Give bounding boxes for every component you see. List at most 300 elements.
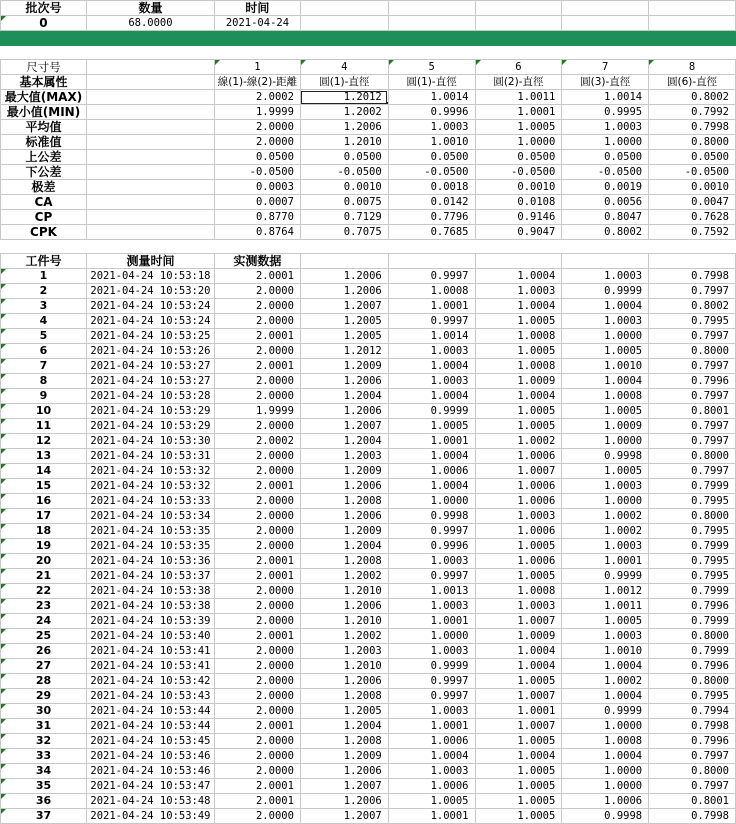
measure-value[interactable]: 0.8000 <box>649 509 736 524</box>
measure-value[interactable]: 2.0000 <box>214 419 300 434</box>
stat-value[interactable]: 1.2012 <box>300 90 388 105</box>
measure-value[interactable]: 0.9997 <box>388 674 475 689</box>
stat-label[interactable]: 极差 <box>1 180 87 195</box>
measure-time[interactable]: 2021-04-24 10:53:41 <box>86 644 214 659</box>
measure-value[interactable]: 1.2002 <box>300 569 388 584</box>
measure-time[interactable]: 2021-04-24 10:53:35 <box>86 524 214 539</box>
stat-value[interactable]: 1.2010 <box>300 135 388 150</box>
part-no[interactable]: 24 <box>1 614 87 629</box>
empty-cell[interactable] <box>86 75 214 90</box>
measure-value[interactable]: 1.2004 <box>300 539 388 554</box>
measure-value[interactable]: 1.0005 <box>562 344 649 359</box>
measure-value[interactable]: 0.9998 <box>562 449 649 464</box>
measure-value[interactable]: 2.0001 <box>214 479 300 494</box>
empty-cell[interactable] <box>649 1 736 16</box>
empty-cell[interactable] <box>300 16 388 31</box>
measure-value[interactable]: 2.0000 <box>214 494 300 509</box>
measure-value[interactable]: 1.0004 <box>562 299 649 314</box>
measure-value[interactable]: 1.0004 <box>388 749 475 764</box>
stat-value[interactable]: 1.0005 <box>475 120 562 135</box>
stat-value[interactable]: 1.0010 <box>388 135 475 150</box>
measure-value[interactable]: 2.0000 <box>214 314 300 329</box>
measure-value[interactable]: 0.7998 <box>649 809 736 824</box>
measure-value[interactable]: 0.9999 <box>562 284 649 299</box>
measure-value[interactable]: 1.0005 <box>562 464 649 479</box>
measure-time[interactable]: 2021-04-24 10:53:24 <box>86 299 214 314</box>
part-no[interactable]: 19 <box>1 539 87 554</box>
measure-value[interactable]: 0.7996 <box>649 374 736 389</box>
stat-value[interactable]: 0.0075 <box>300 195 388 210</box>
stat-label[interactable]: 上公差 <box>1 150 87 165</box>
measure-value[interactable]: 1.0005 <box>475 314 562 329</box>
measure-value[interactable]: 1.0008 <box>475 584 562 599</box>
time-header[interactable]: 时间 <box>214 1 300 16</box>
measure-value[interactable]: 1.0007 <box>475 614 562 629</box>
part-no[interactable]: 7 <box>1 359 87 374</box>
empty-cell[interactable] <box>86 135 214 150</box>
measure-value[interactable]: 1.0008 <box>562 734 649 749</box>
measure-value[interactable]: 1.2007 <box>300 809 388 824</box>
measure-value[interactable]: 1.0006 <box>475 524 562 539</box>
part-no[interactable]: 15 <box>1 479 87 494</box>
measure-value[interactable]: 2.0000 <box>214 764 300 779</box>
measure-value[interactable]: 1.0005 <box>388 419 475 434</box>
measure-value[interactable]: 1.2006 <box>300 269 388 284</box>
part-no[interactable]: 6 <box>1 344 87 359</box>
stat-value[interactable]: 0.7592 <box>649 225 736 240</box>
stat-value[interactable]: 0.7992 <box>649 105 736 120</box>
measure-value[interactable]: 2.0001 <box>214 359 300 374</box>
stat-value[interactable]: 0.0500 <box>562 150 649 165</box>
measure-value[interactable]: 1.2007 <box>300 299 388 314</box>
measure-value[interactable]: 1.0003 <box>475 509 562 524</box>
measure-value[interactable]: 1.0005 <box>562 614 649 629</box>
measure-value[interactable]: 1.0005 <box>562 404 649 419</box>
part-no[interactable]: 32 <box>1 734 87 749</box>
measure-value[interactable]: 1.2007 <box>300 419 388 434</box>
dimension-number[interactable]: 7 <box>562 60 649 75</box>
measure-value[interactable]: 1.0005 <box>475 569 562 584</box>
measure-value[interactable]: 0.8000 <box>649 449 736 464</box>
stat-label[interactable]: 平均值 <box>1 120 87 135</box>
size-label[interactable]: 尺寸号 <box>1 60 87 75</box>
stat-value[interactable]: 0.8002 <box>649 90 736 105</box>
measure-value[interactable]: 2.0001 <box>214 794 300 809</box>
measure-value[interactable]: 0.7997 <box>649 464 736 479</box>
dimension-number[interactable]: 8 <box>649 60 736 75</box>
measure-value[interactable]: 2.0000 <box>214 389 300 404</box>
measure-time-header[interactable]: 测量时间 <box>86 254 214 269</box>
part-no[interactable]: 30 <box>1 704 87 719</box>
measure-value[interactable]: 1.0007 <box>475 464 562 479</box>
measure-value[interactable]: 1.0004 <box>388 389 475 404</box>
dimension-number[interactable]: 4 <box>300 60 388 75</box>
measure-value[interactable]: 1.0001 <box>475 704 562 719</box>
measure-value[interactable]: 1.0003 <box>388 599 475 614</box>
measure-value[interactable]: 0.9998 <box>388 509 475 524</box>
measure-value[interactable]: 1.0005 <box>388 794 475 809</box>
measure-value[interactable]: 1.0003 <box>388 704 475 719</box>
measure-value[interactable]: 1.0002 <box>562 524 649 539</box>
measure-value[interactable]: 0.7997 <box>649 419 736 434</box>
measure-value[interactable]: 1.2004 <box>300 434 388 449</box>
measure-value[interactable]: 1.2006 <box>300 404 388 419</box>
stat-value[interactable]: 1.0014 <box>388 90 475 105</box>
measure-value[interactable]: 0.7995 <box>649 494 736 509</box>
measure-value[interactable]: 1.2005 <box>300 704 388 719</box>
measure-value[interactable]: 0.7998 <box>649 269 736 284</box>
measure-value[interactable]: 1.0009 <box>562 419 649 434</box>
measure-value[interactable]: 1.2006 <box>300 794 388 809</box>
stat-value[interactable]: 0.8764 <box>214 225 300 240</box>
measure-value[interactable]: 1.0005 <box>475 779 562 794</box>
measure-value[interactable]: 2.0000 <box>214 734 300 749</box>
measure-time[interactable]: 2021-04-24 10:53:20 <box>86 284 214 299</box>
measure-value[interactable]: 2.0002 <box>214 434 300 449</box>
measure-value[interactable]: 0.7997 <box>649 389 736 404</box>
measure-value[interactable]: 2.0000 <box>214 704 300 719</box>
measure-value[interactable]: 1.0005 <box>475 764 562 779</box>
part-no[interactable]: 28 <box>1 674 87 689</box>
measure-time[interactable]: 2021-04-24 10:53:25 <box>86 329 214 344</box>
measure-value[interactable]: 1.0004 <box>475 389 562 404</box>
stat-value[interactable]: 0.7075 <box>300 225 388 240</box>
measure-value[interactable]: 1.0004 <box>388 479 475 494</box>
stat-label[interactable]: 最小值(MIN) <box>1 105 87 120</box>
measure-value[interactable]: 1.2009 <box>300 464 388 479</box>
measure-value[interactable]: 0.7994 <box>649 704 736 719</box>
dimension-number[interactable]: 5 <box>388 60 475 75</box>
measure-value[interactable]: 0.7996 <box>649 734 736 749</box>
stat-value[interactable]: 2.0000 <box>214 135 300 150</box>
stat-value[interactable]: 1.9999 <box>214 105 300 120</box>
stat-label[interactable]: CA <box>1 195 87 210</box>
measure-value[interactable]: 0.7999 <box>649 644 736 659</box>
measure-value[interactable]: 1.2006 <box>300 764 388 779</box>
measure-time[interactable]: 2021-04-24 10:53:43 <box>86 689 214 704</box>
stat-value[interactable]: 0.0010 <box>300 180 388 195</box>
measure-time[interactable]: 2021-04-24 10:53:46 <box>86 749 214 764</box>
part-no[interactable]: 16 <box>1 494 87 509</box>
stat-value[interactable]: 2.0002 <box>214 90 300 105</box>
dimension-name[interactable]: 圓(6)-直徑 <box>649 75 736 90</box>
stat-label[interactable]: 最大值(MAX) <box>1 90 87 105</box>
measure-value[interactable]: 1.0005 <box>475 419 562 434</box>
measure-value[interactable]: 1.0006 <box>562 794 649 809</box>
measure-value[interactable]: 1.2006 <box>300 284 388 299</box>
measured-data-header[interactable]: 实测数据 <box>214 254 300 269</box>
part-no[interactable]: 35 <box>1 779 87 794</box>
stat-value[interactable]: 1.2002 <box>300 105 388 120</box>
empty-cell[interactable] <box>388 16 475 31</box>
measure-time[interactable]: 2021-04-24 10:53:29 <box>86 404 214 419</box>
measure-value[interactable]: 2.0000 <box>214 599 300 614</box>
stat-value[interactable]: 0.0108 <box>475 195 562 210</box>
stat-value[interactable]: 0.7129 <box>300 210 388 225</box>
measure-value[interactable]: 1.2005 <box>300 329 388 344</box>
measure-value[interactable]: 1.0008 <box>475 359 562 374</box>
empty-cell[interactable] <box>86 90 214 105</box>
measure-time[interactable]: 2021-04-24 10:53:34 <box>86 509 214 524</box>
stat-value[interactable]: 0.0500 <box>214 150 300 165</box>
empty-cell[interactable] <box>562 1 649 16</box>
measure-value[interactable]: 1.0000 <box>562 434 649 449</box>
measure-value[interactable]: 1.2003 <box>300 644 388 659</box>
empty-cell[interactable] <box>86 120 214 135</box>
measure-value[interactable]: 0.7995 <box>649 689 736 704</box>
stat-value[interactable]: 0.7998 <box>649 120 736 135</box>
measure-value[interactable]: 0.7997 <box>649 779 736 794</box>
part-no[interactable]: 3 <box>1 299 87 314</box>
measure-value[interactable]: 1.0000 <box>562 779 649 794</box>
measure-value[interactable]: 0.9997 <box>388 524 475 539</box>
measure-value[interactable]: 0.7997 <box>649 284 736 299</box>
dimension-name[interactable]: 圓(3)-直徑 <box>562 75 649 90</box>
measure-value[interactable]: 1.0004 <box>388 449 475 464</box>
empty-cell[interactable] <box>562 254 649 269</box>
part-no[interactable]: 10 <box>1 404 87 419</box>
stat-value[interactable]: 0.9146 <box>475 210 562 225</box>
measure-value[interactable]: 0.7996 <box>649 599 736 614</box>
measure-time[interactable]: 2021-04-24 10:53:45 <box>86 734 214 749</box>
measure-value[interactable]: 0.7995 <box>649 524 736 539</box>
measure-value[interactable]: 1.0004 <box>562 659 649 674</box>
stat-value[interactable]: -0.0500 <box>300 165 388 180</box>
measure-value[interactable]: 1.2009 <box>300 749 388 764</box>
measure-value[interactable]: 1.0002 <box>475 434 562 449</box>
measure-value[interactable]: 2.0000 <box>214 614 300 629</box>
measure-value[interactable]: 0.7999 <box>649 614 736 629</box>
measure-value[interactable]: 1.2008 <box>300 689 388 704</box>
stat-value[interactable]: 0.0010 <box>649 180 736 195</box>
empty-cell[interactable] <box>86 210 214 225</box>
part-no[interactable]: 31 <box>1 719 87 734</box>
measure-time[interactable]: 2021-04-24 10:53:32 <box>86 479 214 494</box>
part-no[interactable]: 4 <box>1 314 87 329</box>
empty-cell[interactable] <box>388 1 475 16</box>
measure-value[interactable]: 1.2006 <box>300 479 388 494</box>
stat-value[interactable]: -0.0500 <box>649 165 736 180</box>
measure-value[interactable]: 2.0001 <box>214 554 300 569</box>
measure-value[interactable]: 1.0004 <box>475 269 562 284</box>
measure-value[interactable]: 1.9999 <box>214 404 300 419</box>
measure-value[interactable]: 1.0006 <box>475 479 562 494</box>
measure-value[interactable]: 1.0003 <box>475 599 562 614</box>
stat-value[interactable]: 0.0142 <box>388 195 475 210</box>
part-no[interactable]: 20 <box>1 554 87 569</box>
measure-time[interactable]: 2021-04-24 10:53:27 <box>86 359 214 374</box>
measure-value[interactable]: 0.8000 <box>649 764 736 779</box>
measure-value[interactable]: 1.0006 <box>388 779 475 794</box>
measure-time[interactable]: 2021-04-24 10:53:26 <box>86 344 214 359</box>
measure-value[interactable]: 1.0003 <box>562 269 649 284</box>
measure-time[interactable]: 2021-04-24 10:53:41 <box>86 659 214 674</box>
measure-value[interactable]: 1.0000 <box>388 629 475 644</box>
measure-value[interactable]: 0.7997 <box>649 749 736 764</box>
part-no-header[interactable]: 工件号 <box>1 254 87 269</box>
measure-value[interactable]: 2.0000 <box>214 299 300 314</box>
measure-value[interactable]: 0.7997 <box>649 359 736 374</box>
part-no[interactable]: 34 <box>1 764 87 779</box>
measure-value[interactable]: 1.2006 <box>300 509 388 524</box>
measure-value[interactable]: 0.9997 <box>388 269 475 284</box>
part-no[interactable]: 29 <box>1 689 87 704</box>
measure-value[interactable]: 0.8002 <box>649 299 736 314</box>
stat-value[interactable]: 0.0047 <box>649 195 736 210</box>
measure-value[interactable]: 1.2007 <box>300 779 388 794</box>
measure-time[interactable]: 2021-04-24 10:53:28 <box>86 389 214 404</box>
measure-time[interactable]: 2021-04-24 10:53:18 <box>86 269 214 284</box>
measure-time[interactable]: 2021-04-24 10:53:24 <box>86 314 214 329</box>
measure-value[interactable]: 1.0003 <box>562 479 649 494</box>
measure-value[interactable]: 0.7995 <box>649 314 736 329</box>
measure-value[interactable]: 0.7999 <box>649 539 736 554</box>
quantity-header[interactable]: 数量 <box>86 1 214 16</box>
part-no[interactable]: 13 <box>1 449 87 464</box>
measure-value[interactable]: 2.0000 <box>214 344 300 359</box>
measure-value[interactable]: 1.0004 <box>475 299 562 314</box>
measure-value[interactable]: 0.7999 <box>649 584 736 599</box>
measure-value[interactable]: 0.7999 <box>649 479 736 494</box>
measure-time[interactable]: 2021-04-24 10:53:36 <box>86 554 214 569</box>
part-no[interactable]: 9 <box>1 389 87 404</box>
measure-value[interactable]: 1.0009 <box>475 374 562 389</box>
stat-value[interactable]: 0.0500 <box>300 150 388 165</box>
part-no[interactable]: 22 <box>1 584 87 599</box>
stat-value[interactable]: 2.0000 <box>214 120 300 135</box>
dimension-name[interactable]: 圓(2)-直徑 <box>475 75 562 90</box>
measure-value[interactable]: 1.0001 <box>388 434 475 449</box>
measure-time[interactable]: 2021-04-24 10:53:44 <box>86 719 214 734</box>
empty-cell[interactable] <box>475 1 562 16</box>
measure-value[interactable]: 1.0005 <box>475 734 562 749</box>
part-no[interactable]: 11 <box>1 419 87 434</box>
stat-label[interactable]: 标准值 <box>1 135 87 150</box>
stat-value[interactable]: 0.0018 <box>388 180 475 195</box>
measure-value[interactable]: 2.0000 <box>214 674 300 689</box>
measure-value[interactable]: 1.0014 <box>388 329 475 344</box>
measure-time[interactable]: 2021-04-24 10:53:35 <box>86 539 214 554</box>
batch-no-header[interactable]: 批次号 <box>1 1 87 16</box>
measure-value[interactable]: 0.7996 <box>649 659 736 674</box>
measure-value[interactable]: 0.9999 <box>388 659 475 674</box>
measure-value[interactable]: 1.2006 <box>300 374 388 389</box>
stat-value[interactable]: 0.9995 <box>562 105 649 120</box>
measure-value[interactable]: 1.0001 <box>388 614 475 629</box>
measure-time[interactable]: 2021-04-24 10:53:31 <box>86 449 214 464</box>
measure-value[interactable]: 2.0000 <box>214 689 300 704</box>
measure-value[interactable]: 0.7998 <box>649 719 736 734</box>
measure-value[interactable]: 0.8001 <box>649 404 736 419</box>
empty-cell[interactable] <box>86 150 214 165</box>
measure-value[interactable]: 1.2004 <box>300 389 388 404</box>
stat-value[interactable]: 1.0003 <box>562 120 649 135</box>
measure-value[interactable]: 1.0003 <box>475 284 562 299</box>
empty-cell[interactable] <box>388 254 475 269</box>
measure-time[interactable]: 2021-04-24 10:53:42 <box>86 674 214 689</box>
measure-value[interactable]: 1.0000 <box>562 329 649 344</box>
measure-time[interactable]: 2021-04-24 10:53:29 <box>86 419 214 434</box>
measure-value[interactable]: 2.0001 <box>214 629 300 644</box>
measure-value[interactable]: 1.2012 <box>300 344 388 359</box>
measure-value[interactable]: 1.0004 <box>562 749 649 764</box>
part-no[interactable]: 2 <box>1 284 87 299</box>
empty-cell[interactable] <box>300 254 388 269</box>
measure-value[interactable]: 1.0000 <box>562 764 649 779</box>
part-no[interactable]: 33 <box>1 749 87 764</box>
measure-value[interactable]: 1.0006 <box>475 449 562 464</box>
part-no[interactable]: 5 <box>1 329 87 344</box>
part-no[interactable]: 8 <box>1 374 87 389</box>
part-no[interactable]: 36 <box>1 794 87 809</box>
measure-value[interactable]: 1.2008 <box>300 494 388 509</box>
dimension-name[interactable]: 圓(1)-直徑 <box>388 75 475 90</box>
measure-value[interactable]: 1.0004 <box>475 644 562 659</box>
measure-time[interactable]: 2021-04-24 10:53:30 <box>86 434 214 449</box>
measure-value[interactable]: 1.2004 <box>300 719 388 734</box>
time-value[interactable]: 2021-04-24 <box>214 16 300 31</box>
measure-value[interactable]: 2.0001 <box>214 269 300 284</box>
measure-time[interactable]: 2021-04-24 10:53:49 <box>86 809 214 824</box>
measure-value[interactable]: 1.2008 <box>300 554 388 569</box>
measure-value[interactable]: 1.0007 <box>475 719 562 734</box>
measure-value[interactable]: 2.0000 <box>214 659 300 674</box>
measure-value[interactable]: 1.2009 <box>300 359 388 374</box>
empty-cell[interactable] <box>86 60 214 75</box>
part-no[interactable]: 18 <box>1 524 87 539</box>
measure-value[interactable]: 1.0005 <box>475 809 562 824</box>
measure-value[interactable]: 1.2002 <box>300 629 388 644</box>
stat-value[interactable]: 0.0500 <box>475 150 562 165</box>
measure-value[interactable]: 1.2008 <box>300 734 388 749</box>
measure-value[interactable]: 1.0008 <box>388 284 475 299</box>
empty-cell[interactable] <box>86 180 214 195</box>
stat-value[interactable]: 0.7628 <box>649 210 736 225</box>
measure-value[interactable]: 1.0012 <box>562 584 649 599</box>
measure-value[interactable]: 1.0003 <box>562 314 649 329</box>
empty-cell[interactable] <box>86 105 214 120</box>
measure-value[interactable]: 0.7995 <box>649 569 736 584</box>
measure-value[interactable]: 1.0004 <box>562 689 649 704</box>
measure-value[interactable]: 0.9997 <box>388 569 475 584</box>
stat-value[interactable]: 0.0007 <box>214 195 300 210</box>
measure-value[interactable]: 1.0006 <box>475 494 562 509</box>
measure-time[interactable]: 2021-04-24 10:53:38 <box>86 599 214 614</box>
measure-value[interactable]: 2.0001 <box>214 719 300 734</box>
measure-value[interactable]: 1.0010 <box>562 359 649 374</box>
stat-value[interactable]: 0.7796 <box>388 210 475 225</box>
measure-value[interactable]: 1.0003 <box>388 764 475 779</box>
measure-value[interactable]: 0.9997 <box>388 314 475 329</box>
stat-value[interactable]: 0.0500 <box>649 150 736 165</box>
measure-value[interactable]: 1.2005 <box>300 314 388 329</box>
measure-value[interactable]: 1.0003 <box>562 629 649 644</box>
stat-value[interactable]: 1.0011 <box>475 90 562 105</box>
measure-value[interactable]: 1.2003 <box>300 449 388 464</box>
measure-value[interactable]: 0.7997 <box>649 329 736 344</box>
measure-value[interactable]: 1.0000 <box>562 494 649 509</box>
measure-value[interactable]: 2.0000 <box>214 524 300 539</box>
stat-value[interactable]: 1.0014 <box>562 90 649 105</box>
empty-cell[interactable] <box>300 1 388 16</box>
measure-value[interactable]: 2.0001 <box>214 779 300 794</box>
measure-value[interactable]: 0.8000 <box>649 344 736 359</box>
batch-no-value[interactable]: 0 <box>1 16 87 31</box>
stat-value[interactable]: 0.0010 <box>475 180 562 195</box>
measure-value[interactable]: 1.0005 <box>475 674 562 689</box>
part-no[interactable]: 23 <box>1 599 87 614</box>
dimension-name[interactable]: 圓(1)-直徑 <box>300 75 388 90</box>
